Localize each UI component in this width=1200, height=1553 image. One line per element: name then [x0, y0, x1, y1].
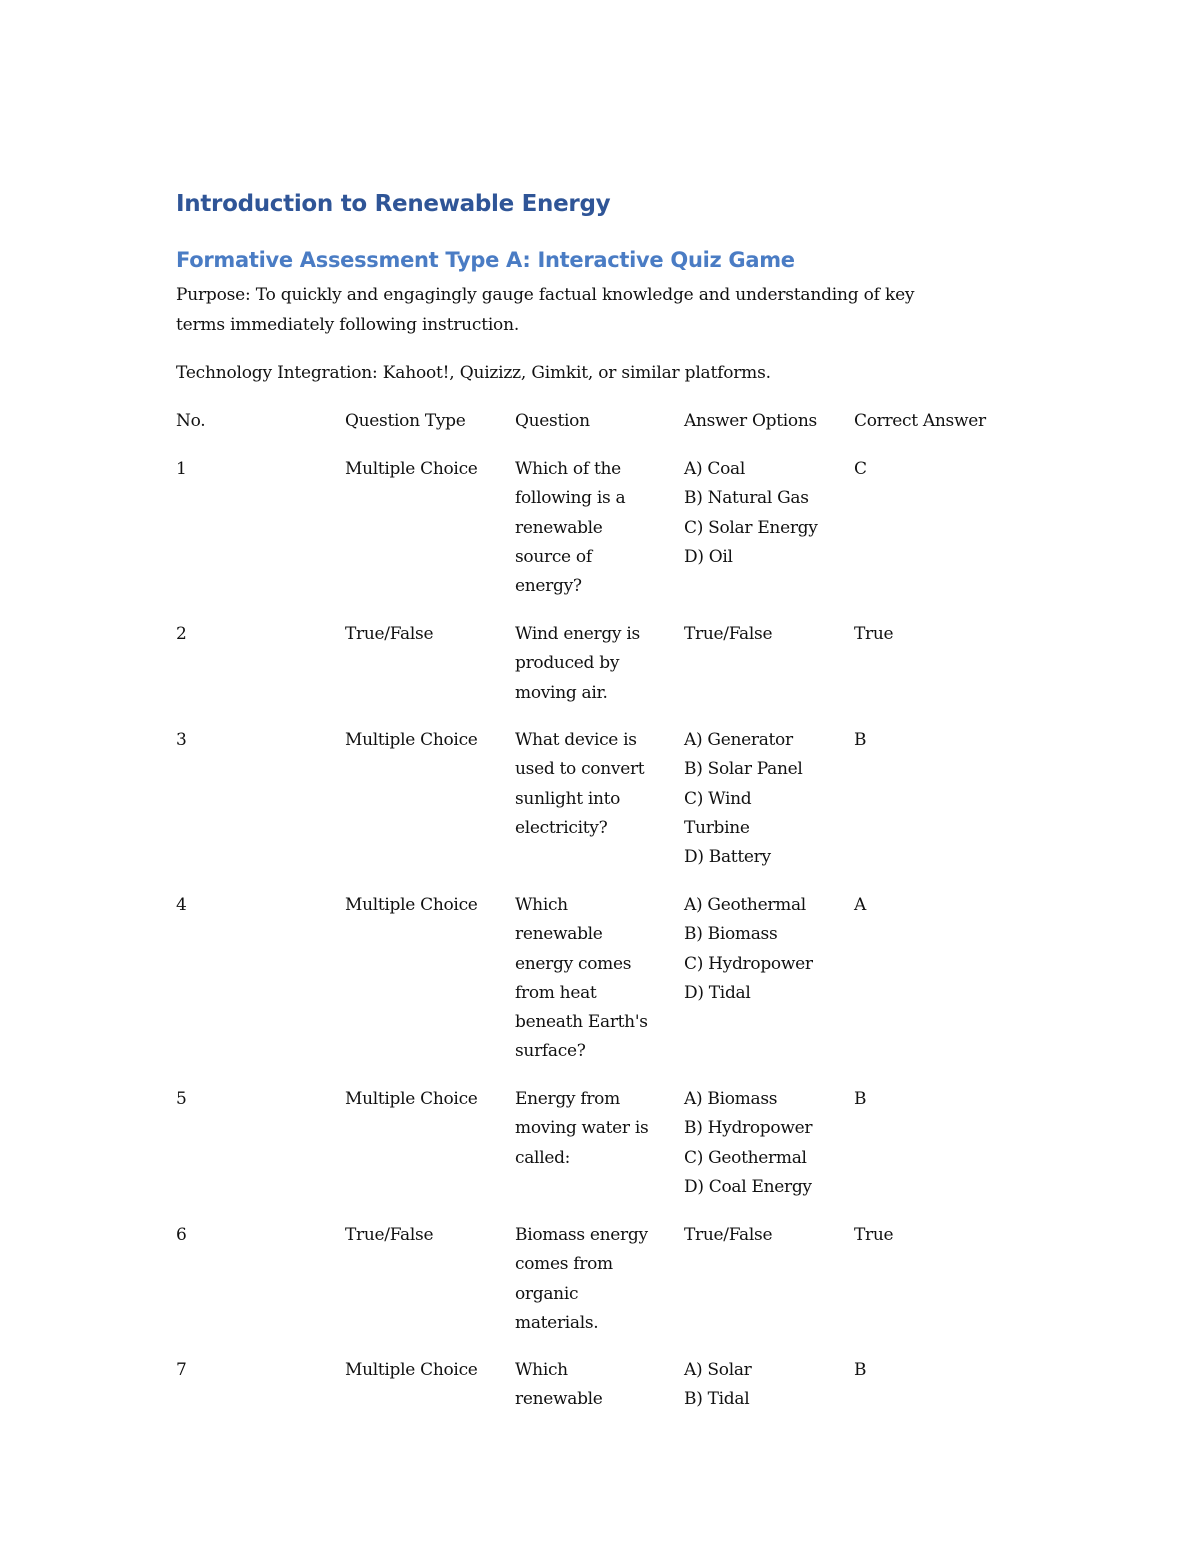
cell-question: What device is used to convert sunlight into electricity? [515, 730, 645, 838]
header-no: No. [176, 411, 206, 431]
header-question-type: Question Type [345, 411, 466, 431]
purpose-line: terms immediately following instruction. [176, 314, 520, 335]
cell-no: 1 [176, 459, 187, 479]
cell-no: 2 [176, 624, 187, 644]
cell-answer-options: A) Solar B) Tidal [684, 1360, 752, 1410]
cell-no: 7 [176, 1360, 187, 1380]
cell-no: 3 [176, 730, 187, 750]
header-question: Question [515, 411, 590, 431]
cell-correct-answer: True [854, 624, 894, 644]
technology-paragraph [176, 359, 1006, 389]
cell-answer-options: A) Geothermal B) Biomass C) Hydropower D) Tidal [684, 895, 813, 1003]
cell-question-type: Multiple Choice [345, 1089, 478, 1109]
cell-no: 6 [176, 1225, 187, 1245]
cell-question: Which of the following is a renewable source of energy? [515, 459, 626, 597]
purpose-paragraph [176, 281, 1006, 340]
cell-answer-options: A) Biomass B) Hydropower C) Geothermal D) Coal Energy [684, 1089, 813, 1197]
cell-no: 5 [176, 1089, 187, 1109]
cell-answer-options: True/False [684, 624, 773, 644]
technology-line: Technology Integration: Kahoot!, Quizizz, Gimkit, or similar platforms. [176, 363, 771, 383]
section-heading: Formative Assessment Type A: Interactive Quiz Game [176, 248, 795, 272]
cell-answer-options: A) Generator B) Solar Panel C) Wind Turbine D) Battery [684, 730, 803, 868]
cell-question: Biomass energy comes from organic materials. [515, 1225, 648, 1333]
cell-correct-answer: B [854, 1089, 867, 1109]
cell-answer-options: True/False [684, 1225, 773, 1245]
cell-correct-answer: A [854, 895, 866, 915]
cell-question-type: True/False [345, 1225, 434, 1245]
cell-no: 4 [176, 895, 187, 915]
purpose-line: Purpose: To quickly and engagingly gauge factual knowledge and understanding of key [176, 285, 915, 305]
cell-answer-options: A) Coal B) Natural Gas C) Solar Energy D) Oil [684, 459, 818, 567]
cell-question-type: Multiple Choice [345, 1360, 478, 1380]
cell-question: Which renewable [515, 1360, 603, 1410]
cell-question: Energy from moving water is called: [515, 1089, 649, 1168]
cell-correct-answer: B [854, 1360, 867, 1380]
cell-question: Which renewable energy comes from heat beneath Earth's surface? [515, 895, 648, 1062]
cell-correct-answer: C [854, 459, 867, 479]
header-correct-answer: Correct Answer [854, 411, 986, 431]
cell-question-type: Multiple Choice [345, 459, 478, 479]
cell-correct-answer: B [854, 730, 867, 750]
header-answer-options: Answer Options [684, 411, 817, 431]
cell-question: Wind energy is produced by moving air. [515, 624, 640, 703]
cell-question-type: Multiple Choice [345, 895, 478, 915]
cell-correct-answer: True [854, 1225, 894, 1245]
cell-question-type: Multiple Choice [345, 730, 478, 750]
page-title: Introduction to Renewable Energy [176, 191, 611, 217]
cell-question-type: True/False [345, 624, 434, 644]
